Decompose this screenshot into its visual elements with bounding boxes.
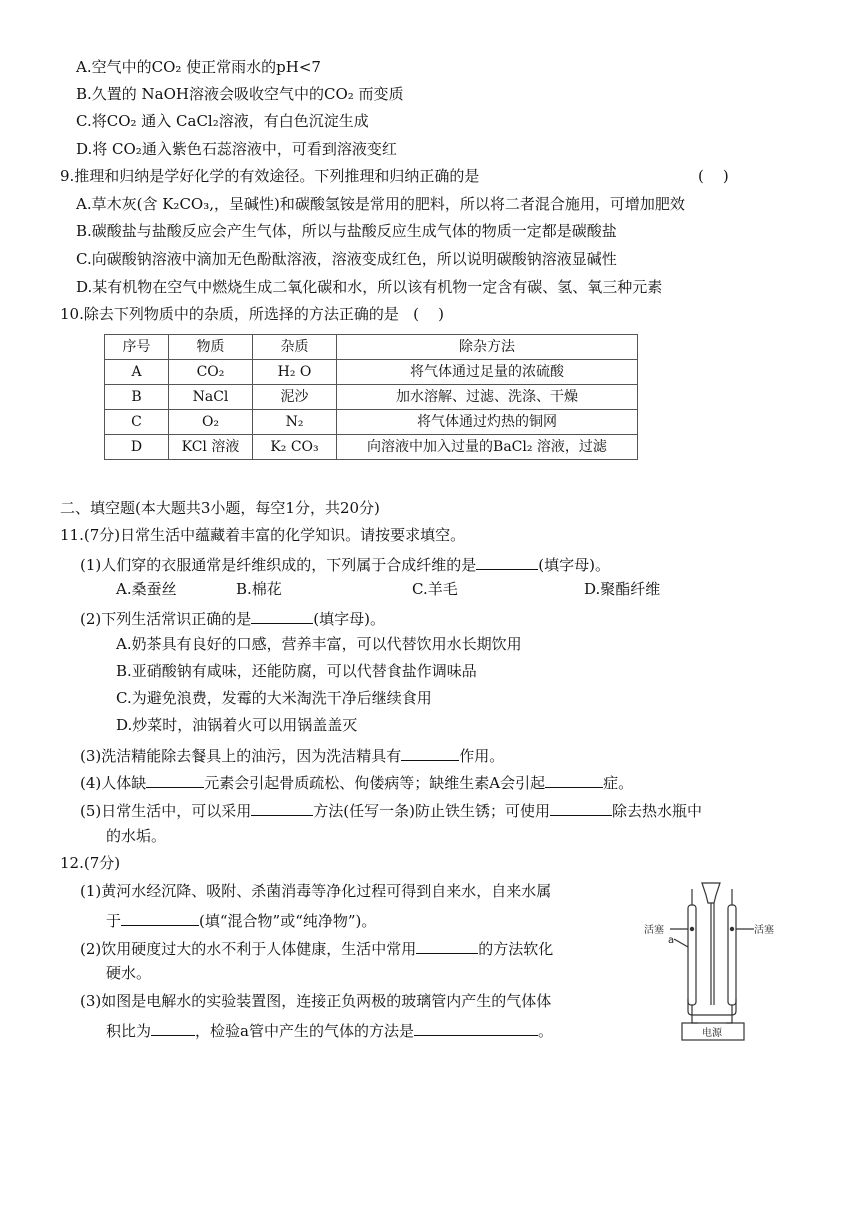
table-cell: K₂ CO₃: [253, 435, 337, 460]
answer-blank[interactable]: [151, 1021, 195, 1036]
q11-p4-text-end: 症。: [603, 774, 634, 792]
q11-part-1: [80, 555, 610, 573]
q12-part-1-cont: [106, 911, 376, 929]
q9-answer-paren: ( ): [698, 167, 729, 185]
q11-p5-text-mid: 方法(任写一条)防止铁生锈；可使用: [313, 802, 550, 820]
table-header-row: [105, 335, 638, 360]
answer-blank[interactable]: [414, 1021, 538, 1036]
q12-part-2: [80, 939, 553, 957]
electrolysis-apparatus-figure: [640, 877, 780, 1041]
q12-p3-text-end: 。: [537, 1022, 553, 1040]
header-cell: 物质: [169, 335, 253, 360]
q11-part-2: [80, 609, 385, 627]
q11-p2-option-d: D.炒菜时，油锅着火可以用锅盖盖灭: [116, 716, 358, 734]
q8-option-b: B.久置的 NaOH溶液会吸收空气中的CO₂ 而变质: [76, 85, 404, 103]
q11-p4-text: (4)人体缺: [80, 774, 147, 792]
table-cell: 加水溶解、过滤、洗涤、干燥: [337, 385, 638, 410]
q11-p2-option-c: C.为避免浪费，发霉的大米淘洗干净后继续食用: [116, 689, 432, 707]
q11-part-5-cont: 的水垢。: [106, 827, 167, 845]
answer-blank[interactable]: [146, 773, 204, 788]
q11-p4-text-mid: 元素会引起骨质疏松、佝偻病等；缺维生素A会引起: [204, 774, 546, 792]
q9-option-a: A.草木灰(含 K₂CO₃,，呈碱性)和碳酸氢铵是常用的肥料，所以将二者混合施用，可增加肥效: [76, 195, 685, 213]
q12-part-3-cont: [106, 1021, 553, 1039]
table-row: [105, 385, 638, 410]
q12-p2-text: (2)饮用硬度过大的水不利于人体健康，生活中常用: [80, 940, 417, 958]
q12-p1-text: 于: [106, 912, 122, 930]
q11-p5-text: (5)日常生活中，可以采用: [80, 802, 252, 820]
table-cell: C: [105, 410, 169, 435]
q11-p2-text-end: (填字母)。: [313, 610, 385, 628]
q12-p3-text: 积比为: [106, 1022, 152, 1040]
table-cell: D: [105, 435, 169, 460]
table-cell: 泥沙: [253, 385, 337, 410]
table-cell: NaCl: [169, 385, 253, 410]
table-cell: KCl 溶液: [169, 435, 253, 460]
q12-p3-text-mid: ，检验a管中产生的气体的方法是: [195, 1022, 414, 1040]
answer-blank[interactable]: [545, 773, 603, 788]
q11-p5-text-end: 除去热水瓶中: [611, 802, 702, 820]
table-cell: N₂: [253, 410, 337, 435]
q12-stem: 12.(7分): [60, 854, 121, 872]
q11-p1-text: (1)人们穿的衣服通常是纤维织成的，下列属于合成纤维的是: [80, 556, 477, 574]
q9-option-c: C.向碳酸钠溶液中滴加无色酚酞溶液，溶液变成红色，所以说明碳酸钠溶液显碱性: [76, 250, 617, 268]
q11-p2-text: (2)下列生活常识正确的是: [80, 610, 252, 628]
q11-p1-option-a: A.桑蚕丝: [116, 580, 177, 598]
q11-p2-option-b: B.亚硝酸钠有咸味，还能防腐，可以代替食盐作调味品: [116, 662, 477, 680]
tube-a-label: a: [668, 935, 675, 946]
table-cell: O₂: [169, 410, 253, 435]
answer-blank[interactable]: [550, 801, 612, 816]
q11-part-3: [80, 746, 504, 764]
table-cell: CO₂: [169, 360, 253, 385]
q11-p1-option-d: D.聚酯纤维: [584, 580, 661, 598]
q8-option-d: D.将 CO₂通入紫色石蕊溶液中，可看到溶液变红: [76, 140, 397, 158]
table-cell: 将气体通过灼热的铜网: [337, 410, 638, 435]
section-2-heading: 二、填空题(本大题共3小题，每空1分，共20分): [60, 499, 380, 517]
header-cell: 杂质: [253, 335, 337, 360]
answer-blank[interactable]: [251, 801, 313, 816]
q12-part-3: (3)如图是电解水的实验装置图，连接正负两极的玻璃管内产生的气体体: [80, 992, 552, 1010]
q11-p3-text: (3)洗洁精能除去餐具上的油污，因为洗洁精具有: [80, 747, 402, 765]
q11-p3-text-end: 作用。: [459, 747, 505, 765]
table-row: [105, 360, 638, 385]
table-cell: A: [105, 360, 169, 385]
q11-part-5: [80, 801, 702, 819]
answer-blank[interactable]: [476, 555, 538, 570]
table-row: [105, 435, 638, 460]
q12-part-1: (1)黄河水经沉降、吸附、杀菌消毒等净化过程可得到自来水，自来水属: [80, 882, 552, 900]
table-cell: 将气体通过足量的浓硫酸: [337, 360, 638, 385]
table-cell: 向溶液中加入过量的BaCl₂ 溶液，过滤: [337, 435, 638, 460]
q11-p1-text-end: (填字母)。: [538, 556, 610, 574]
answer-blank[interactable]: [251, 609, 313, 624]
power-supply-label: 电源: [702, 1028, 722, 1039]
answer-blank[interactable]: [416, 939, 478, 954]
q11-stem: 11.(7分)日常生活中蕴藏着丰富的化学知识。请按要求填空。: [60, 526, 466, 544]
q8-option-a: A.空气中的CO₂ 使正常雨水的pH<7: [76, 58, 321, 76]
q11-part-4: [80, 773, 633, 791]
q12-part-2-cont: 硬水。: [106, 964, 152, 982]
q8-option-c: C.将CO₂ 通入 CaCl₂溶液，有白色沉淀生成: [76, 112, 369, 130]
q11-p1-option-b: B.棉花: [236, 580, 282, 598]
q12-p1-text-end: (填“混合物”或“纯净物”)。: [199, 912, 377, 930]
answer-blank[interactable]: [401, 746, 459, 761]
q9-stem: 9.推理和归纳是学好化学的有效途径。下列推理和归纳正确的是: [60, 167, 480, 185]
q9-option-d: D.某有机物在空气中燃烧生成二氧化碳和水，所以该有机物一定含有碳、氢、氧三种元素: [76, 278, 663, 296]
q11-p1-option-c: C.羊毛: [412, 580, 458, 598]
q10-stem: 10.除去下列物质中的杂质，所选择的方法正确的是 ( ): [60, 305, 444, 323]
q12-p2-text-end: 的方法软化: [478, 940, 554, 958]
q9-option-b: B.碳酸盐与盐酸反应会产生气体，所以与盐酸反应生成气体的物质一定都是碳酸盐: [76, 222, 617, 240]
impurity-table: [104, 334, 638, 460]
header-cell: 序号: [105, 335, 169, 360]
q11-p2-option-a: A.奶茶具有良好的口感，营养丰富，可以代替饮用水长期饮用: [116, 635, 522, 653]
funnel-shape: [702, 883, 720, 903]
table-row: [105, 410, 638, 435]
table-cell: H₂ O: [253, 360, 337, 385]
table-cell: B: [105, 385, 169, 410]
valve-label-left: 活塞: [644, 925, 664, 936]
valve-label-right: 活塞: [754, 925, 774, 936]
answer-blank[interactable]: [121, 911, 199, 926]
header-cell: 除杂方法: [337, 335, 638, 360]
